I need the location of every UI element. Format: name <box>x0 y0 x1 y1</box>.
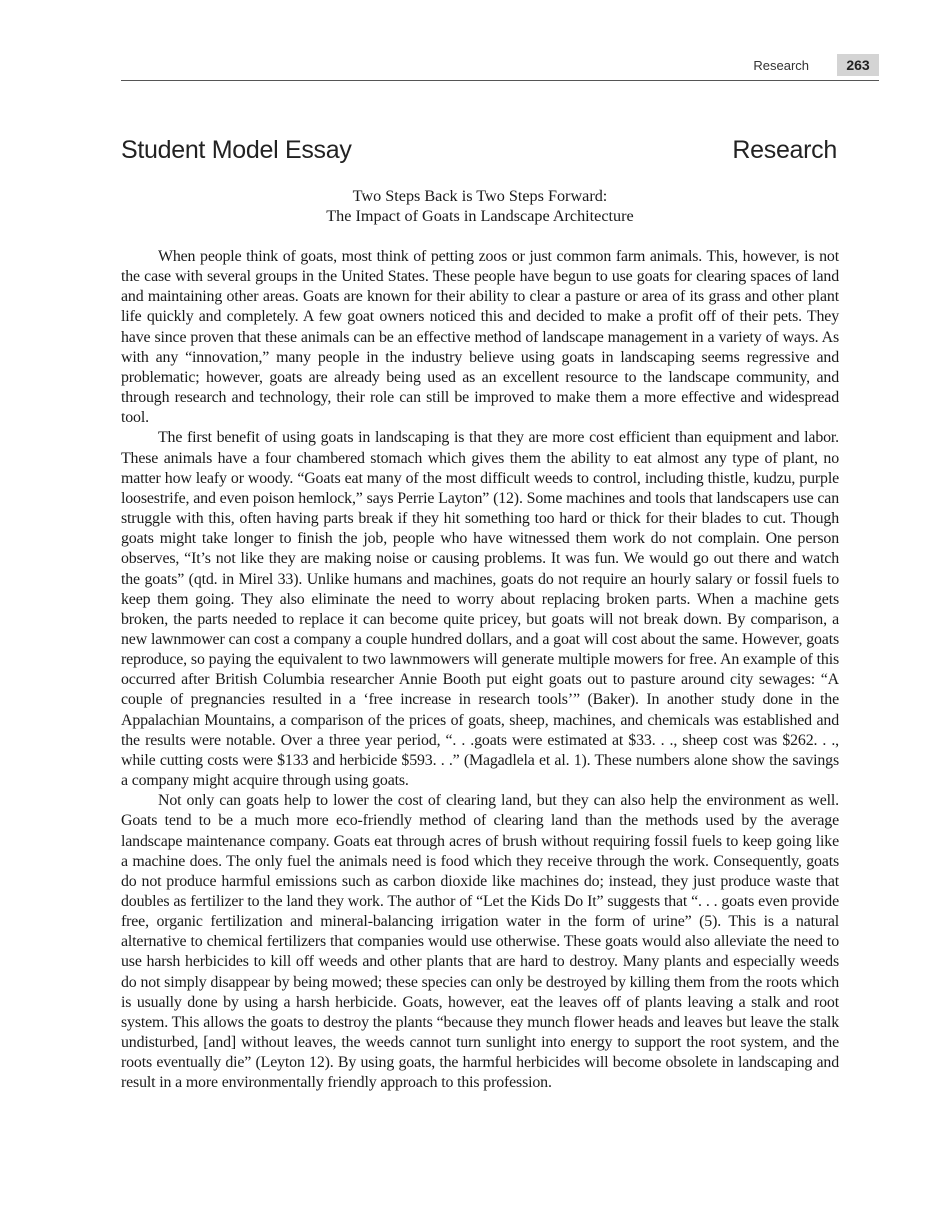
essay-title-line-2: The Impact of Goats in Landscape Architecture <box>326 207 634 225</box>
essay-title <box>121 186 839 226</box>
essay-title-line-1: Two Steps Back is Two Steps Forward: <box>352 187 608 205</box>
heading-student-model-essay: Student Model Essay <box>121 136 352 164</box>
paragraph-1: When people think of goats, most think of petting zoos or just common farm animals. This, however, is not the case with several groups in the United States. These people have begun to use goats for clearing spaces of land and maintaining other areas. Goats are known for their ability to clear a pasture or area of its grass and other plant life quickly and completely. A few goat owners noticed this and decided to make a profit off of their pets. They have since proven that these animals can be an effective method of landscape management in a variety of ways. As with any “innovation,” many people in the industry believe using goats in landscaping seems regressive and problematic; however, goats are already being used as an excellent resource to the landscape community, and through research and technology, their role can still be improved to make them a more effective and widespread tool. <box>121 248 839 427</box>
section-heading <box>121 136 837 170</box>
paragraph-2: The first benefit of using goats in landscaping is that they are more cost efficient than equipment and labor. These animals have a four chambered stomach which gives them the ability to eat almost any type of plant, no matter how leafy or woody. “Goats eat many of the most difficult weeds to control, including thistle, kudzu, purple loosestrife, and even poison hemlock,” says Perrie Layton” (12). Some machines and tools that landscapers use can struggle with this, often having parts break if they hit something too hard or thick for their blades to cut. Though goats might take longer to finish the job, people who have witnessed them work do not complain. One person observes, “It’s not like they are making noise or causing problems. It was fun. We would go out there and watch the goats” (qtd. in Mirel 33). Unlike humans and machines, goats do not require an hourly salary or fossil fuels to keep them going. They also eliminate the need to worry about replacing broken parts. When a machine gets broken, the parts needed to replace it can become quite pricey, but goats will not break down. By comparison, a new lawnmower can cost a company a couple hundred dollars, and a goat will cost about the same. However, goats reproduce, so paying the equivalent to two lawnmowers will generate multiple mowers for free. An example of this occurred after British Columbia researcher Annie Booth put eight goats out to pasture around city sewages: “A couple of pregnancies resulted in a ‘free increase in research tools’” (Baker). In another study done in the Appalachian Mountains, a comparison of the prices of goats, sheep, machines, and chemicals was established and the results were notable. Over a three year period, “. . .goats were estimated at $33. . ., sheep cost was $262. . ., while cutting costs were $133 and herbicide $593. . .” (Magadlela et al. 1). These numbers alone show the savings a company might acquire through using goats. <box>121 429 839 790</box>
running-head <box>121 54 879 81</box>
heading-research: Research <box>732 136 837 164</box>
essay-body <box>121 247 839 1094</box>
page-number-badge: 263 <box>837 54 879 76</box>
running-head-section: Research <box>753 58 809 73</box>
paragraph-3: Not only can goats help to lower the cost of clearing land, but they can also help the environment as well. Goats tend to be a much more eco-friendly method of clearing land than the methods used by the average landscape maintenance company. Goats eat through acres of brush without requiring fossil fuels to keep going like a machine does. The only fuel the animals need is food which they receive through the work. Consequently, goats do not produce harmful emissions such as carbon dioxide like machines do; instead, they just produce waste that doubles as fertilizer to the land they work. The author of “Let the Kids Do It” suggests that “. . . goats even provide free, organic fertilization and mineral-balancing irrigation water in the form of urine” (5). This is a natural alternative to chemical fertilizers that companies would use otherwise. These goats would also alleviate the need to use harsh herbicides to kill off weeds and other plants that are hard to destroy. Many plants and especially weeds do not simply disappear by being mowed; these species can only be destroyed by killing them from the roots which is usually done by using a harsh herbicide. Goats, however, eat the leaves off of plants leaving a stalk and root system. This allows the goats to destroy the plants “because they munch flower heads and leaves but leave the stalk undisturbed, [and] without leaves, the weeds cannot turn sunlight into energy to support the root system, and the roots eventually die” (Leyton 12). By using goats, the harmful herbicides will become obsolete in landscaping and result in a more environmentally friendly approach to this profession. <box>121 792 839 1092</box>
